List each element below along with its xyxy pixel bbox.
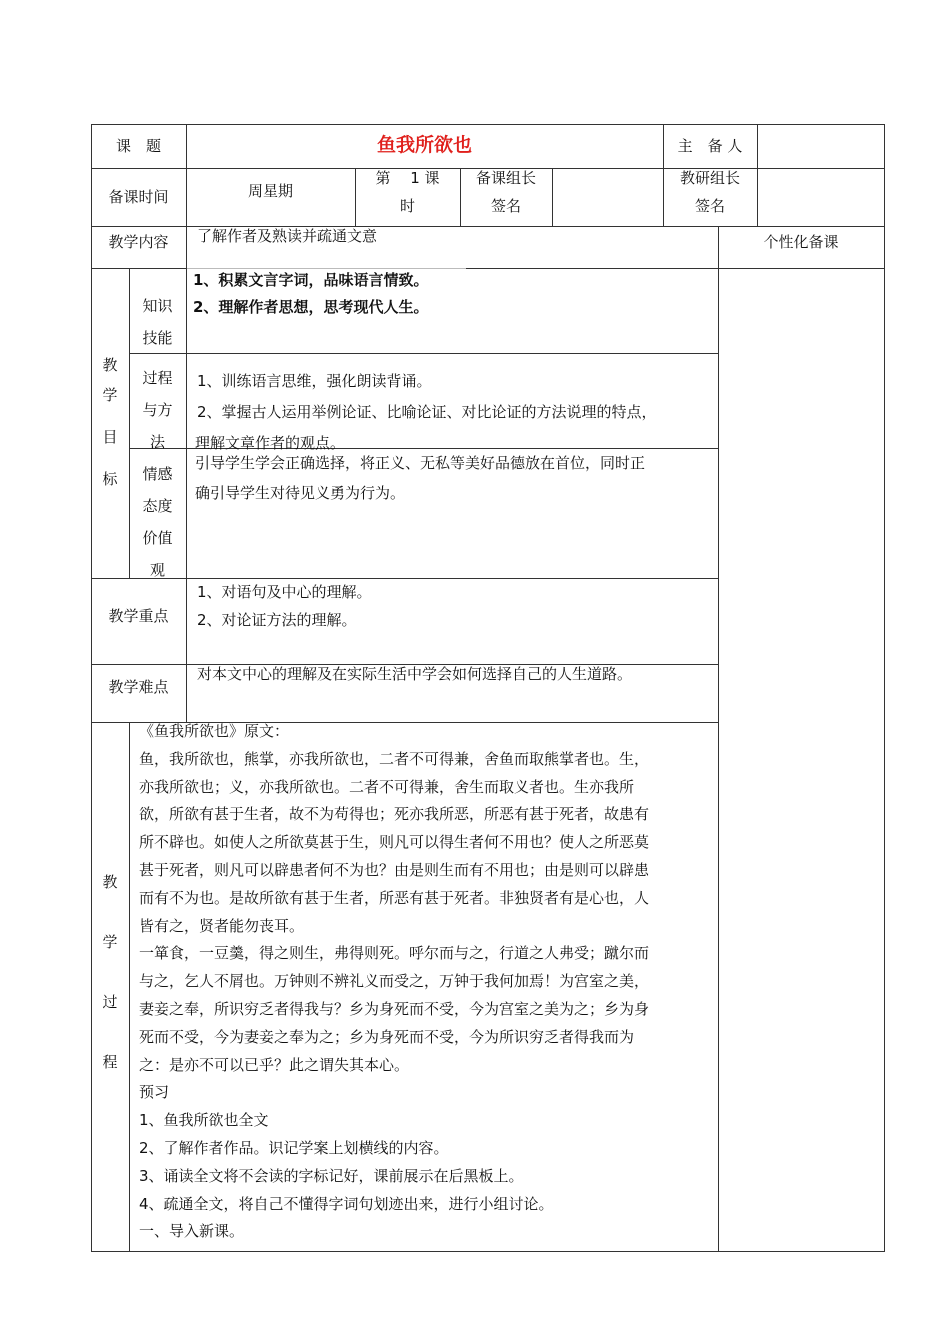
lesson-title: 鱼我所欲也: [376, 134, 472, 156]
objectives-label: 教 学 目 标: [102, 356, 118, 488]
topic-label: 课 题: [115, 137, 161, 155]
key-points-text: 1、对语句及中心的理解。 2、对论证方法的理解。: [197, 583, 372, 629]
content-text: 了解作者及熟读并疏通文意: [197, 227, 378, 245]
research-leader-signature[interactable]: [758, 178, 884, 218]
group-leader-label: 备课组长 签名: [475, 169, 536, 215]
period-label: 第 1 课 时: [375, 169, 440, 215]
difficulties-text: 对本文中心的理解及在实际生活中学会如何选择自己的人生道路。: [197, 665, 633, 683]
preparer-label: 主 备 人: [677, 137, 743, 155]
process-method-text: 1、训练语言思维，强化朗读背诵。 2、掌握古人运用举例论证、比喻论证、对比论证的方法说理的特点， 理解文章作者的观点。: [195, 372, 657, 452]
emotion-label: 情感 态度 价值 观: [142, 465, 173, 579]
process-method-label: 过程 与方 法: [142, 369, 173, 451]
key-points-label: 教学重点: [108, 607, 169, 625]
knowledge-text: 1、积累文言字词，品味语言情致。 2、理解作者思想，思考现代人生。: [193, 271, 429, 316]
content-label: 教学内容: [108, 233, 169, 251]
preparer-value[interactable]: [758, 136, 884, 156]
knowledge-label: 知识 技能: [142, 297, 173, 347]
difficulties-label: 教学难点: [108, 678, 169, 696]
teaching-process-label: 教 学 过 程: [102, 873, 118, 1071]
research-leader-label: 教研组长 签名: [679, 169, 740, 215]
group-leader-signature[interactable]: [553, 178, 663, 218]
week-label: 周星期: [247, 182, 293, 200]
emotion-text: 引导学生学会正确选择，将正义、无私等美好品德放在首位，同时正 确引导学生对待见义勇为行为。: [195, 454, 646, 502]
teaching-process-text: 《鱼我所欲也》原文： 鱼，我所欲也，熊掌，亦我所欲也，二者不可得兼，舍鱼而取熊掌者也。生， 亦我所欲也；义，亦我所欲也。二者不可得兼，舍生而取义者也。生亦我所 欲，所欲有甚于生者，故不为苟得也；死亦我所恶，所恶有甚于死者，故患有 所不辟也。如使人之所欲莫甚于生，则凡可以得生者何不用也？使人之所恶莫 甚于死者，则凡可以辟患者何不为也？由是则生而有不用也；由是则可以辟患 而有不为也。是故所欲有甚于生者，所恶有甚于死者。非独贤者有是心也，人 皆有之，贤者能勿丧耳。 一箪食，一豆羹，得之则生，弗得则死。呼尔而与之，行道之人弗受；蹴尔而 与之，乞人不屑也。万钟则不辨礼义而受之，万钟于我何加焉！为宫室之美， 妻妾之奉，所识穷乏者得我与？乡为身死而不受，今为宫室之美为之；乡为身 死而不受，今为妻妾之奉为之；乡为身死而不受，今为所识穷乏者得我而为 之：是亦不可以已乎？此之谓失其本心。 预习 1、鱼我所欲也全文 2、了解作者作品。识记学案上划横线的内容。 3、诵读全文将不会读的字标记好，课前展示在后黑板上。 4、疏通全文，将自己不懂得字词句划迹出来，进行小组讨论。 一、导入新课。: [139, 722, 650, 1241]
personal-prep-label: 个性化备课: [763, 233, 839, 251]
prep-time-label: 备课时间: [108, 188, 169, 206]
